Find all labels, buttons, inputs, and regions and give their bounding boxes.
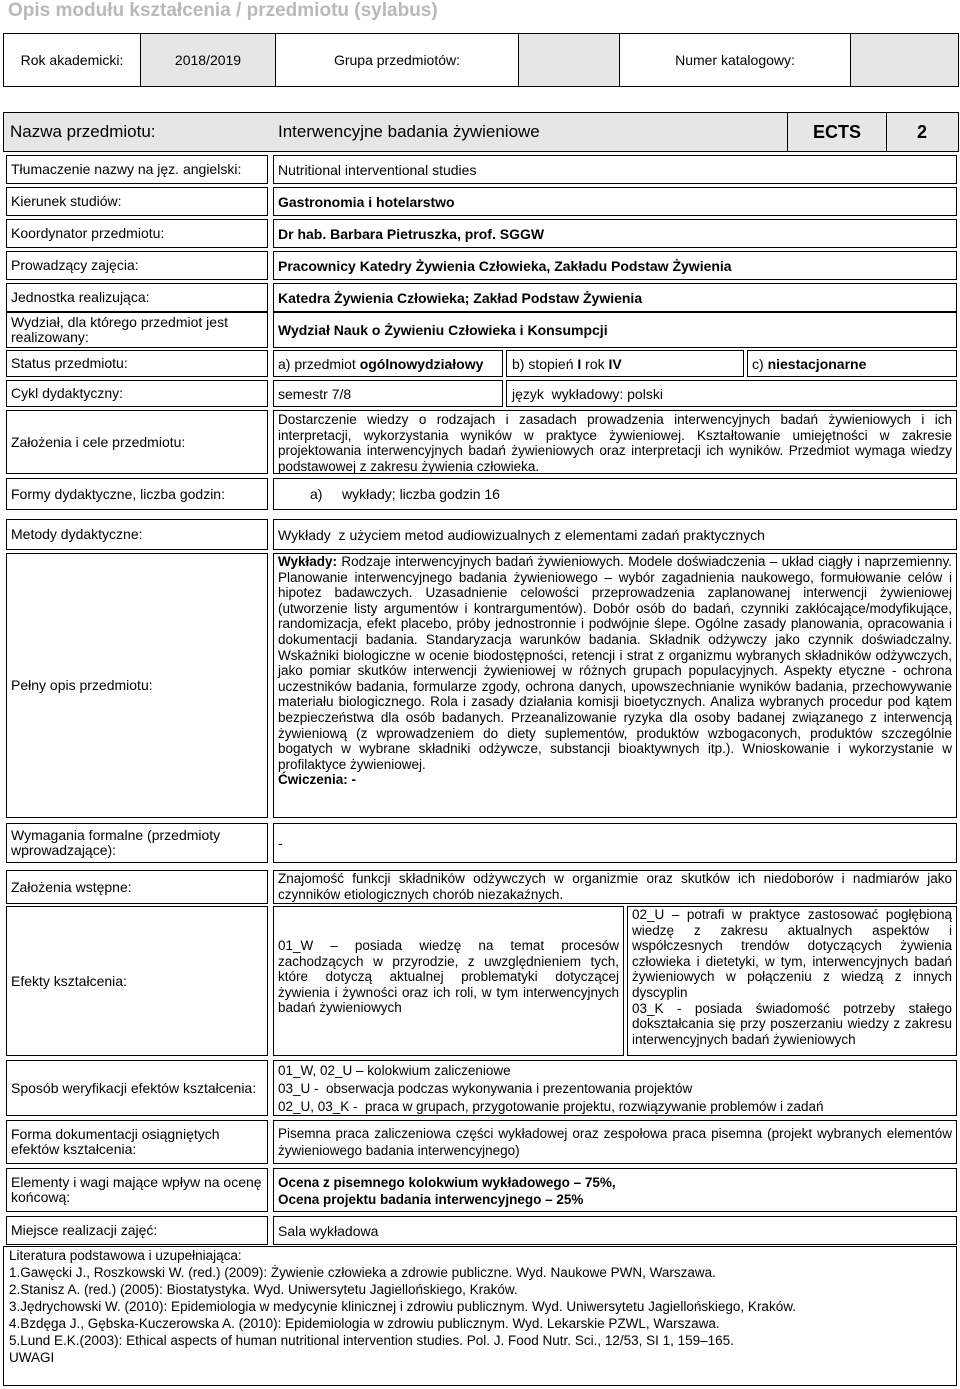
status-b-mid: rok [581, 355, 609, 372]
outcome-01w: 01_W – posiada wiedzę na temat procesów zachodzących w przyrodzie, z uwzględnieniem tych, które dotyczą aktualnej problematyki dotyczącej żywienia i żywności oraz ich roli, w tym interwencyjnych badań żywieniowych [278, 938, 619, 1016]
place-value: Sala wykładowa [273, 1216, 957, 1245]
literature-heading: Literatura podstawowa i uzupełniająca: [9, 1248, 242, 1263]
outcome-03k: 03_K - posiada świadomość potrzeby stałego dokształcania się przy poszerzaniu wiedzy z zakresu interwencyjnych badań żywieniowych [632, 1000, 952, 1047]
outcome-02u: 02_U – potrafi w praktyce zastosować pogłębioną wiedzę z zakresu aktualnych aspektów i współczesnych trendów dotyczących żywienia człowieka i dietetyki, w tym, interwencyjnych badań żywieniowych w połączeniu z wiedzą z innych dyscyplin [632, 907, 952, 1000]
lecture-heading: Wykłady: [278, 554, 338, 569]
forms-a: a) [310, 486, 323, 502]
status-b-year: IV [608, 355, 622, 372]
status-b-degree: I [577, 355, 582, 372]
status-a-value: ogólnowydziałowy [359, 355, 484, 372]
cycle-semester: semestr 7/8 [273, 380, 503, 407]
catalog-number-value [851, 34, 958, 86]
forms-value: wykłady; liczba godzin 16 [342, 486, 500, 502]
coordinator-label: Koordynator przedmiotu: [6, 219, 268, 248]
literature-item: 4.Bzdęga J., Gębska-Kuczerowska A. (2010): Epidemiologia w zdrowiu publicznym. Wyd. Lekarskie PZWL, Warszawa. [9, 1316, 720, 1331]
exercises-line: Ćwiczenia: - [278, 772, 357, 788]
faculty-label: Wydział, dla którego przedmiot jest realizowany: [6, 312, 268, 348]
academic-year-value: 2018/2019 [141, 34, 276, 86]
subject-group-label: Grupa przedmiotów: [276, 34, 519, 86]
status-c-prefix: c) [752, 355, 768, 372]
outcomes-left-box [273, 906, 624, 1056]
literature-item: 2.Stanisz A. (red.) (2005): Biostatystyka. Wyd. Uniwersytetu Jagiellońskiego, Kraków. [9, 1282, 518, 1297]
literature-item: 1.Gawęcki J., Roszkowski W. (red.) (2009): Żywienie człowieka a zdrowie publiczne. Wyd. Naukowe PWN, Warszawa. [9, 1265, 716, 1280]
unit-label: Jednostka realizująca: [6, 283, 268, 312]
verification-box [273, 1060, 957, 1116]
literature-item: 5.Lund E.K.(2003): Ethical aspects of human nutritional intervention studies. Pol. J. Food Nutr. Sci., 12/53, SI 1, 159–165. [9, 1333, 734, 1348]
instructors-value: Pracownicy Katedry Żywienia Człowieka, Zakładu Podstaw Żywienia [273, 251, 957, 280]
verification-line: 03_U - obserwacja podczas wykonywania i prezentowania projektów [278, 1081, 693, 1096]
unit-value: Katedra Żywienia Człowieka; Zakład Podstaw Żywienia [273, 283, 957, 312]
notes-label: UWAGI [9, 1350, 55, 1365]
full-description-box [273, 553, 957, 818]
academic-year-label: Rok akademicki: [4, 34, 141, 86]
weights-box [273, 1168, 957, 1212]
methods-label: Metody dydaktyczne: [6, 519, 268, 550]
outcomes-right-box [627, 906, 957, 1056]
translation-label: Tłumaczenie nazwy na jęz. angielski: [6, 155, 268, 184]
faculty-value: Wydział Nauk o Żywieniu Człowieka i Konsumpcji [273, 312, 957, 348]
cycle-language: język wykładowy: polski [506, 380, 957, 407]
prerequisites-label: Założenia wstępne: [6, 870, 268, 904]
course-name-bar [3, 112, 959, 152]
goals-text: Dostarczenie wiedzy o rodzajach i zasadach prowadzenia interwencyjnych badań żywieniowych i ich interpretacji, wykorzystania wyników w praktyce żywieniowej. Kształtowanie umiejętności w zakresie projektowania interwencyjnych badań żywieniowych oraz interpretacji ich wyników. Przedmiot wymaga wiedzy podstawowej z zakresu żywienia człowieka. [273, 410, 957, 474]
weights-label: Elementy i wagi mające wpływ na ocenę końcową: [6, 1168, 268, 1212]
requirements-value: - [273, 823, 957, 863]
subject-group-value [519, 34, 620, 86]
literature-box [3, 1246, 957, 1386]
verification-line: 02_U, 03_K - praca w grupach, przygotowanie projektu, rozwiązywanie problemów i zadań [278, 1099, 824, 1114]
place-label: Miejsce realizacji zajęć: [6, 1216, 268, 1245]
translation-value: Nutritional interventional studies [273, 155, 957, 184]
status-b-prefix: b) stopień [512, 355, 578, 372]
full-description-label: Pełny opis przedmiotu: [6, 553, 268, 818]
documentation-label: Forma dokumentacji osiągniętych efektów kształcenia: [6, 1120, 268, 1164]
goals-label: Założenia i cele przedmiotu: [6, 410, 268, 474]
outcomes-label: Efekty kształcenia: [6, 906, 268, 1056]
status-a-prefix: a) przedmiot [278, 355, 360, 372]
course-name-label: Nazwa przedmiotu: [10, 122, 156, 141]
status-label: Status przedmiotu: [6, 350, 268, 377]
prerequisites-value: Znajomość funkcji składników odżywczych w organizmie oraz skutków ich niedoborów i nadmiarów jako czynników etiologicznych chorób niezakaźnych. [273, 870, 957, 904]
page-title: Opis modułu kształcenia / przedmiotu (sylabus) [8, 0, 438, 21]
status-b [506, 350, 744, 377]
course-name-value: Interwencyjne badania żywieniowe [278, 122, 540, 141]
instructors-label: Prowadzący zajęcia: [6, 251, 268, 280]
forms-value-box [273, 478, 957, 510]
status-a [273, 350, 503, 377]
study-field-label: Kierunek studiów: [6, 187, 268, 216]
verification-label: Sposób weryfikacji efektów kształcenia: [6, 1060, 268, 1116]
weight-line-1: Ocena z pisemnego kolokwium wykładowego – 75%, [278, 1175, 616, 1190]
methods-value: Wykłady z użyciem metod audiowizualnych z elementami zadań praktycznych [273, 519, 957, 550]
catalog-number-label: Numer katalogowy: [620, 34, 851, 86]
requirements-label: Wymagania formalne (przedmioty wprowadzające): [6, 823, 268, 863]
weight-line-2: Ocena projektu badania interwencyjnego – 25% [278, 1192, 584, 1207]
header-bar [3, 33, 959, 87]
verification-line: 01_W, 02_U – kolokwium zaliczeniowe [278, 1063, 511, 1078]
study-field-value: Gastronomia i hotelarstwo [273, 187, 957, 216]
cycle-label: Cykl dydaktyczny: [6, 380, 268, 407]
ects-value: 2 [916, 121, 927, 142]
lecture-content: Rodzaje interwencyjnych badań żywieniowych. Modele doświadczenia – układ ciągły i naprzemienny. Planowanie interwencyjnego badania żywieniowego – wybór zagadnienia naukowego, formułowanie celów i hipotez badawczych. Uzasadnienie celowości przeprowadzenia zaplanowanej interwencji żywieniowej (utworzenie listy argumentów i kontrargumentów). Dobór osób do badań, czynniki zakłócające/modyfikujące, randomizacja, efekt placebo, próby jednostronnie i podwójnie ślepe. Ogólne zasady planowania, opracowania i dokumentacji badania. Standaryzacja warunków badania. Składnik odżywczy jako czynnik doświadczalny. Wskaźniki biologiczne w ocenie biodostępności, retencji i strat z organizmu wybranych składników odżywczych, jako pomiar skutków interwencji żywieniowej w różnych grupach populacyjnych. Aspekty etyczne - ochrona uczestników badania, formularze zgody, ochrona danych, upowszechnianie wyników badania, przechowywanie materiału biologicznego. Rola i zasady działania komisji bioetycznych. Analiza wybranych procedur pod kątem bezpieczeństwa dla osób badanych. Przeanalizowanie ryzyka dla osoby badanej związanego z interwencją żywieniową (z wprowadzeniem do diety suplementów, produktów wzbogaconych, produktów szczególnie bogatych w wybrane składniki odżywcze, substancji bioaktywnych itp.). Wnioskowanie i wykorzystanie w profilaktyce żywieniowej. [278, 554, 952, 772]
forms-label: Formy dydaktyczne, liczba godzin: [6, 478, 268, 510]
documentation-value: Pisemna praca zaliczeniowa części wykładowej oraz zespołowa praca pisemna (projekt wybranych elementów żywieniowego badania interwencyjnego) [273, 1120, 957, 1164]
status-c [747, 350, 957, 377]
coordinator-value: Dr hab. Barbara Pietruszka, prof. SGGW [273, 219, 957, 248]
status-c-value: niestacjonarne [767, 355, 867, 372]
literature-item: 3.Jędrychowski W. (2010): Epidemiologia w medycynie klinicznej i zdrowiu publicznym. Wyd. Uniwersytetu Jagiellońskiego, Kraków. [9, 1299, 796, 1314]
full-description-text [274, 554, 956, 772]
ects-label: ECTS [787, 113, 887, 151]
